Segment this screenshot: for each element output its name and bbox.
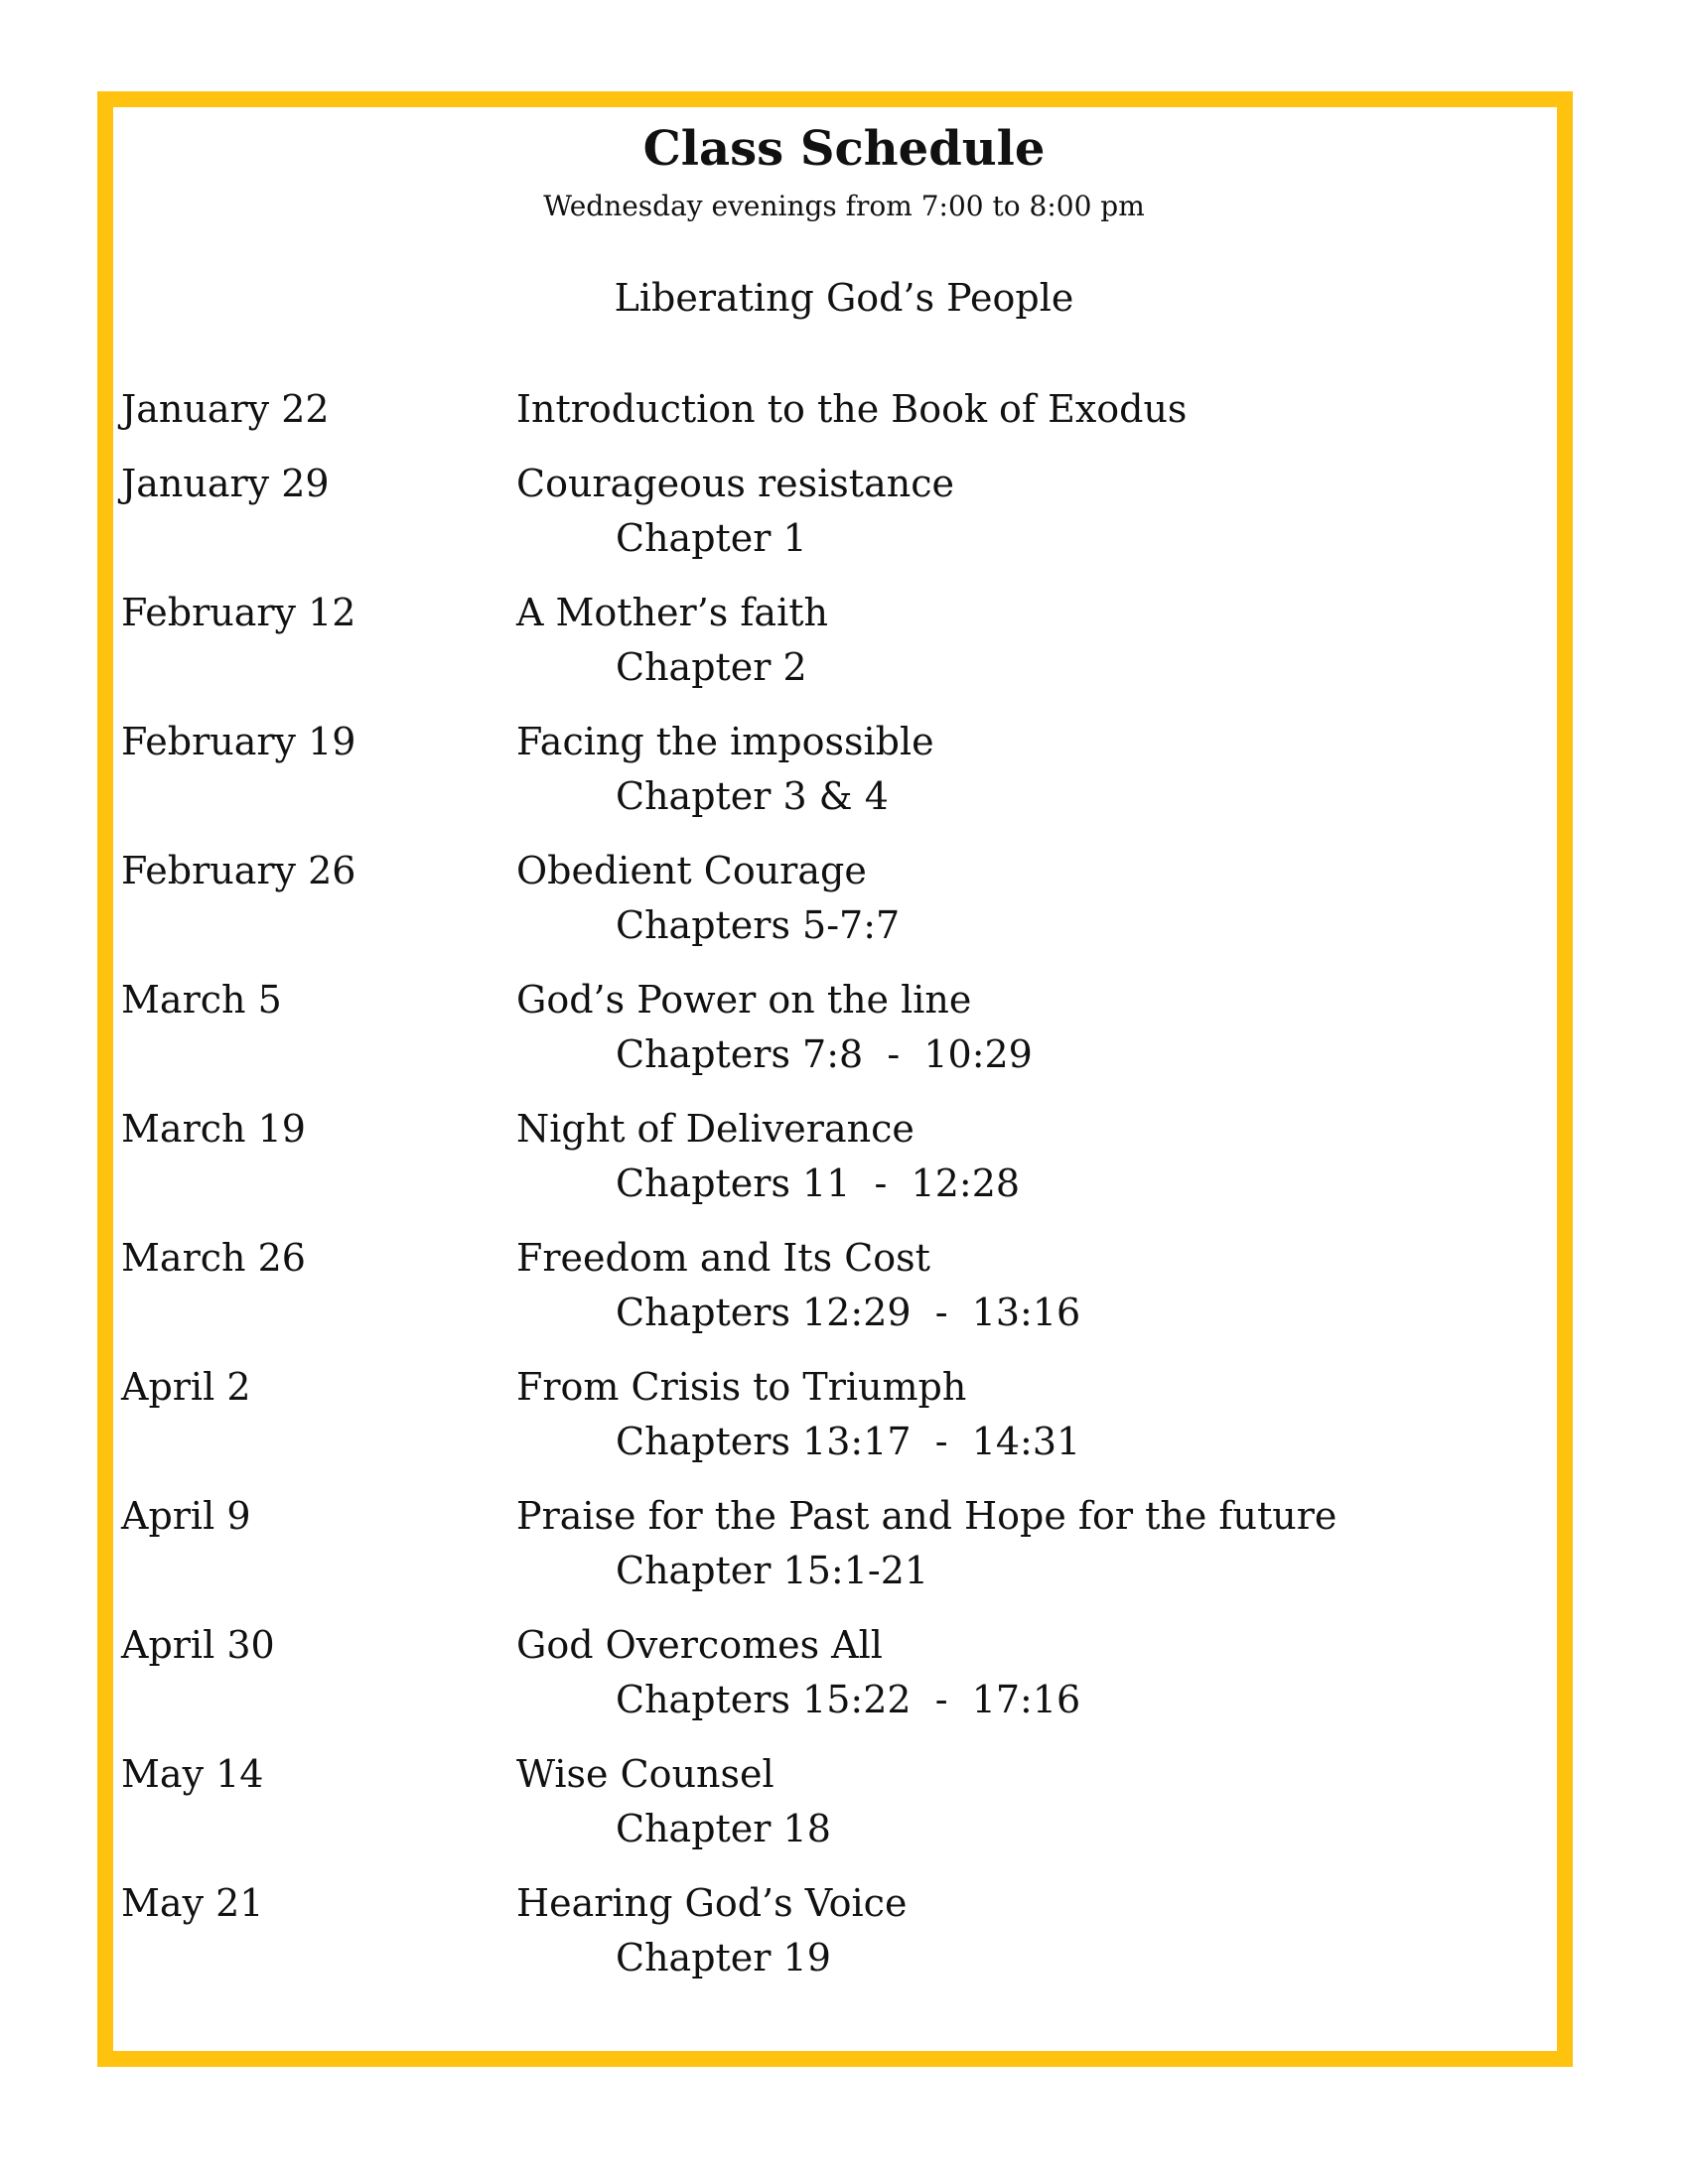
schedule-row [121, 1618, 1531, 1726]
schedule-row [121, 1747, 1531, 1855]
schedule-date: February 12 [121, 591, 356, 634]
schedule-chapters: Chapters 12:29 - 13:16 [616, 1291, 1081, 1334]
schedule-chapters: Chapters 15:22 - 17:16 [616, 1678, 1081, 1721]
schedule-chapters: Chapter 15:1-21 [616, 1549, 929, 1592]
schedule-topic: Introduction to the Book of Exodus [516, 387, 1188, 431]
schedule-row [121, 1360, 1531, 1468]
schedule-date: April 30 [121, 1623, 275, 1667]
schedule-date: March 5 [121, 978, 282, 1022]
schedule-list [121, 382, 1531, 2005]
page-subtitle: Wednesday evenings from 7:00 to 8:00 pm [543, 190, 1145, 222]
schedule-chapters: Chapters 13:17 - 14:31 [616, 1420, 1081, 1463]
schedule-row [121, 1102, 1531, 1210]
schedule-date: May 14 [121, 1752, 264, 1796]
schedule-topic: Hearing God’s Voice [516, 1881, 908, 1925]
schedule-row [121, 457, 1531, 565]
schedule-row [121, 382, 1531, 436]
schedule-row [121, 844, 1531, 952]
schedule-chapters: Chapter 2 [616, 645, 807, 689]
schedule-row [121, 1489, 1531, 1597]
schedule-chapters: Chapter 19 [616, 1936, 831, 1979]
schedule-topic: Freedom and Its Cost [516, 1236, 930, 1280]
schedule-date: January 29 [121, 462, 330, 505]
schedule-topic: Obedient Courage [516, 849, 867, 892]
schedule-topic: Facing the impossible [516, 720, 934, 763]
schedule-topic: A Mother’s faith [516, 591, 828, 634]
schedule-date: April 9 [121, 1494, 251, 1538]
page-title: Class Schedule [642, 121, 1046, 177]
schedule-row [121, 973, 1531, 1081]
schedule-date: February 19 [121, 720, 356, 763]
schedule-row [121, 586, 1531, 694]
schedule-date: May 21 [121, 1881, 264, 1925]
schedule-date: March 26 [121, 1236, 306, 1280]
schedule-date: March 19 [121, 1107, 306, 1151]
schedule-chapters: Chapter 3 & 4 [616, 774, 889, 818]
schedule-date: January 22 [121, 387, 330, 431]
schedule-topic: Praise for the Past and Hope for the future [516, 1494, 1337, 1538]
schedule-topic: God’s Power on the line [516, 978, 972, 1022]
schedule-chapters: Chapters 5-7:7 [616, 903, 901, 947]
schedule-topic: Wise Counsel [516, 1752, 774, 1796]
schedule-chapters: Chapters 7:8 - 10:29 [616, 1032, 1033, 1076]
schedule-date: February 26 [121, 849, 356, 892]
schedule-date: April 2 [121, 1365, 251, 1409]
schedule-chapters: Chapter 18 [616, 1807, 831, 1850]
series-title: Liberating God’s People [614, 276, 1074, 320]
schedule-row [121, 1876, 1531, 1984]
schedule-topic: God Overcomes All [516, 1623, 883, 1667]
schedule-row [121, 1231, 1531, 1339]
schedule-topic: From Crisis to Triumph [516, 1365, 967, 1409]
schedule-chapters: Chapters 11 - 12:28 [616, 1161, 1021, 1205]
schedule-row [121, 715, 1531, 823]
schedule-chapters: Chapter 1 [616, 516, 807, 560]
schedule-topic: Courageous resistance [516, 462, 954, 505]
schedule-topic: Night of Deliverance [516, 1107, 914, 1151]
